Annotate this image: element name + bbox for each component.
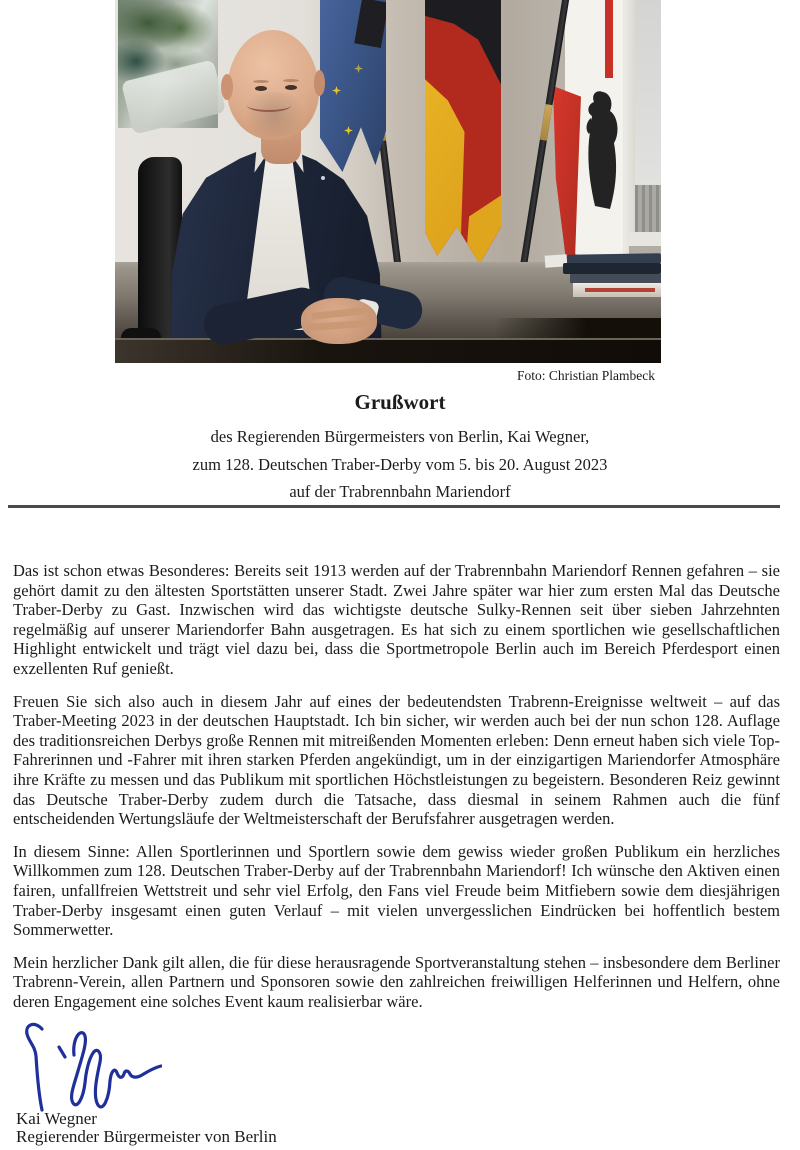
subtitle-line: des Regierenden Bürgermeisters von Berlin, Kai Wegner, bbox=[210, 427, 590, 446]
divider-rule bbox=[8, 505, 780, 508]
subtitle-line: zum 128. Deutschen Traber-Derby vom 5. bis 20. August 2023 bbox=[192, 454, 608, 474]
portrait-photo bbox=[115, 0, 661, 363]
signatory-block bbox=[16, 1110, 277, 1146]
lapel-pin bbox=[321, 176, 325, 180]
body-paragraph-1: Das ist schon etwas Besonderes: Bereits seit 1913 werden auf der Trabrennbahn Mariendorf Rennen gefahren – sie gehört damit zu den ältesten Sportstätten unserer Stadt. Zwei Jahre später war hier zum ersten Mal das Deutsche Traber-Derby zu Gast. Inzwischen wird das wichtigste deutsche Sulky-Rennen seit über sieben Jahrzehnten regelmäßig auf unserer Mariendorfer Bahn ausgetragen. Es hat sich zu einem sportlichen wie gesellschaftlichen Highlight entwickelt und trägt viel dazu bei, dass die Sportmetropole Berlin auch im Bereich Pferdesport einen exzellenten Ruf genießt. bbox=[13, 561, 780, 678]
magazine-red-edge bbox=[585, 288, 655, 292]
eu-star-icon bbox=[344, 126, 353, 135]
pole-gold-band bbox=[540, 104, 553, 141]
body-paragraph-2: Freuen Sie sich also auch in diesem Jahr auf eines der bedeutendsten Trabrenn-Ereignisse weltweit – auf das Traber-Meeting 2023 in der deutschen Hauptstadt. Ich bin sicher, wir werden auch bei der nun schon 128. Auflage des traditionsreichen Derbys große Rennen mit mitreißenden Momenten erleben: Denn erneut haben sich viele Top-Fahrerinnen und -Fahrer mit ihren starken Pferden angekündigt, um in der einzigartigen Mariendorfer Atmosphäre ihre Kräfte zu messen und das Publikum mit sportlichen Höchstleistungen zu begeistern. Besonderen Reiz gewinnt das Deutsche Traber-Derby zudem durch die Tatsache, dass diesmal in seinem Rahmen auch die fünf entscheidenden Wertungsläufe der Weltmeisterschaft der Berufsfahrer ausgetragen werden. bbox=[13, 691, 780, 829]
painting-path bbox=[121, 60, 226, 135]
eu-flag bbox=[320, 0, 386, 172]
mouth-smile bbox=[247, 99, 291, 112]
window-sill bbox=[629, 232, 661, 246]
desk bbox=[115, 338, 661, 363]
eye bbox=[285, 85, 297, 90]
eye bbox=[255, 86, 267, 91]
ear bbox=[314, 70, 325, 96]
ear bbox=[221, 74, 233, 100]
subtitle-block bbox=[0, 423, 800, 506]
flag-pole-cap bbox=[354, 0, 389, 48]
photo-credit: Foto: Christian Plambeck bbox=[517, 368, 655, 383]
eyebrow bbox=[253, 80, 269, 83]
book bbox=[570, 274, 661, 283]
book bbox=[563, 263, 661, 274]
wall-painting bbox=[118, 0, 218, 128]
body-paragraph-4: Mein herzlicher Dank gilt allen, die für diese herausragende Sportveranstaltung stehen – insbesondere dem Berliner Trabrenn-Verein, allen Partnern und Sponsoren sowie den zahlreichen freiwilligen Helferinnen und Helfern, ohne deren Engagement eine solches Event kaum realisierbar wäre. bbox=[13, 952, 780, 1011]
eu-star-icon bbox=[332, 86, 341, 95]
magazines bbox=[573, 283, 661, 297]
german-flag bbox=[425, 0, 501, 264]
eu-star-icon bbox=[354, 64, 363, 73]
body-paragraph-3: In diesem Sinne: Allen Sportlerinnen und Sportlern sowie dem gewiss wieder großen Publikum ein herzliches Willkommen zum 128. Deutschen Traber-Derby auf der Trabrennbahn Mariendorf! Ich wünsche den Aktiven einen fairen, unfallfreien Wettstreit und sehr viel Erfolg, den Fans viel Freude beim Mitfiebern sowie dem diesjährigen Traber-Derby insgesamt einen guten Verlauf – mit vielen unvergesslichen Eindrücken bei hoffentlich bestem Sommerwetter. bbox=[13, 841, 780, 940]
radiator bbox=[635, 185, 661, 232]
berlin-bear-icon bbox=[583, 88, 621, 216]
letter-body bbox=[13, 561, 780, 1024]
signatory-role: Regierender Bürgermeister von Berlin bbox=[16, 1127, 277, 1146]
signature-handwriting bbox=[12, 1021, 162, 1113]
eyebrow bbox=[283, 79, 299, 82]
signatory-name: Kai Wegner bbox=[16, 1109, 97, 1128]
berlin-flag-red-stripe bbox=[605, 0, 613, 78]
subtitle-line: auf der Trabrennbahn Mariendorf bbox=[289, 482, 511, 501]
page-title: Grußwort bbox=[354, 390, 446, 414]
